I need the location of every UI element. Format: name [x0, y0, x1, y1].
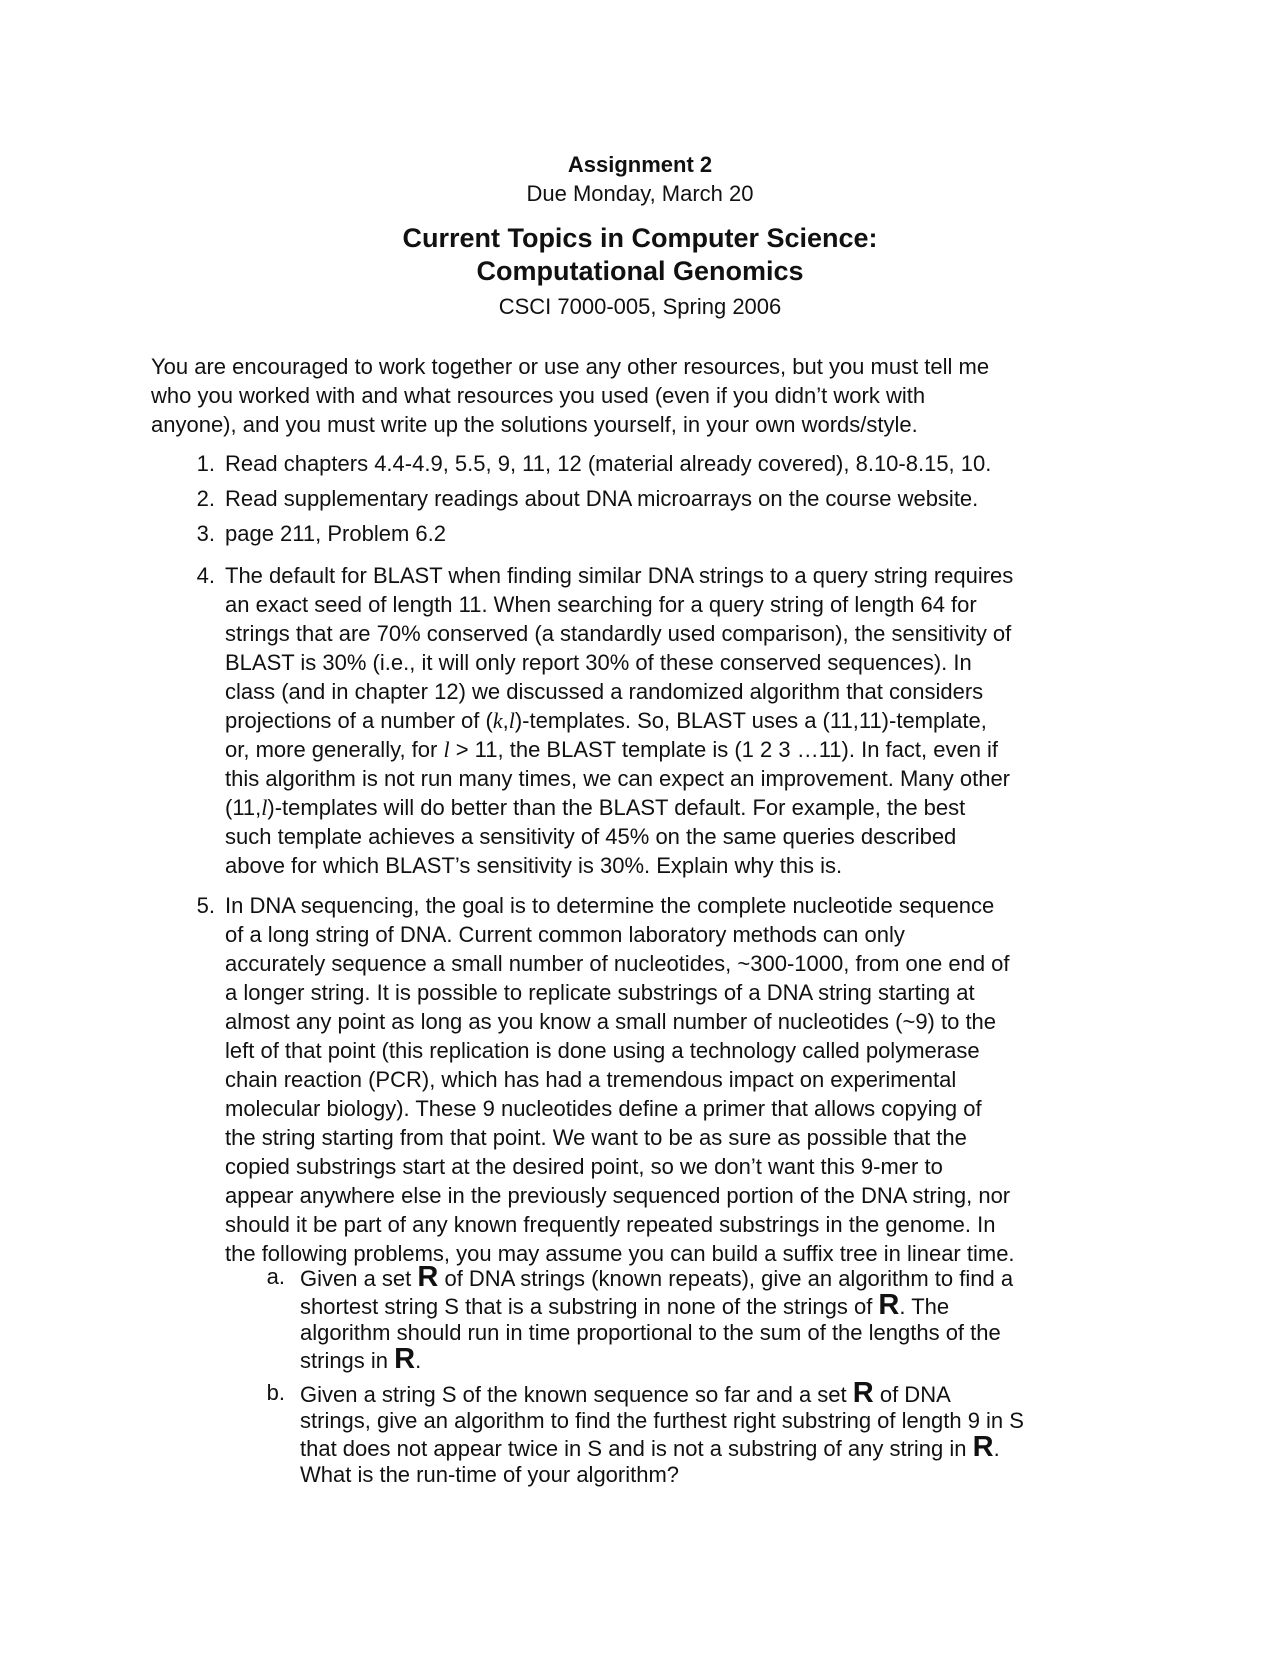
subquestion-letter: b.	[266, 1380, 285, 1405]
variable-k: k	[492, 708, 503, 733]
set-r-symbol: R	[852, 1377, 874, 1409]
question-line: above for which BLAST’s sensitivity is 30%. Explain why this is.	[225, 853, 843, 878]
text-run: . The	[899, 1294, 950, 1319]
question-5b	[225, 1377, 1135, 1488]
variable-l: l	[261, 795, 268, 820]
set-r-symbol: R	[417, 1261, 439, 1293]
question-number: 5.	[196, 893, 215, 918]
variable-l: l	[443, 737, 450, 762]
question-number: 4.	[196, 563, 215, 588]
question-line: the string starting from that point. We want to be as sure as possible that the	[225, 1125, 967, 1150]
assignment-heading: Assignment 2	[567, 152, 713, 177]
text-run: projections of a number of (	[225, 708, 493, 733]
question-number: 2.	[196, 486, 215, 511]
set-r-symbol: R	[878, 1289, 900, 1321]
course-code: CSCI 7000-005, Spring 2006	[498, 294, 782, 319]
text-run: or, more generally, for	[225, 737, 444, 762]
question-5	[151, 891, 1131, 1268]
question-line: molecular biology). These 9 nucleotides define a primer that allows copying of	[225, 1096, 982, 1121]
variable-l: l	[508, 708, 515, 733]
question-4	[151, 561, 1131, 880]
text-run: )-templates. So, BLAST uses a (11,11)-template,	[514, 708, 987, 733]
intro-line: You are encouraged to work together or use any other resources, but you must tell me	[151, 354, 990, 379]
question-line: an exact seed of length 11. When searching for a query string of length 64 for	[225, 592, 977, 617]
question-line: should it be part of any known frequently repeated substrings in the genome. In	[225, 1212, 996, 1237]
text-run: > 11, the BLAST template is (1 2 3 …11). In fact, even if	[449, 737, 999, 762]
question-line: What is the run-time of your algorithm?	[300, 1462, 680, 1487]
set-r-symbol: R	[394, 1343, 416, 1375]
question-line: almost any point as long as you know a small number of nucleotides (~9) to the	[225, 1009, 997, 1034]
question-line	[300, 1289, 1135, 1321]
question-text: page 211, Problem 6.2	[225, 521, 446, 546]
question-line	[225, 706, 1131, 735]
text-run: (11,	[225, 795, 262, 820]
question-line: BLAST is 30% (i.e., it will only report 30% of these conserved sequences). In	[225, 650, 972, 675]
course-title-line2: Computational Genomics	[476, 256, 804, 286]
question-line: chain reaction (PCR), which has had a tremendous impact on experimental	[225, 1067, 957, 1092]
text-run: Given a set	[300, 1266, 418, 1291]
question-line: accurately sequence a small number of nucleotides, ~300-1000, from one end of	[225, 951, 1010, 976]
question-line	[300, 1377, 1135, 1409]
question-line	[300, 1431, 1135, 1463]
text-run: that does not appear twice in S and is not a substring of any string in	[300, 1436, 973, 1461]
question-line: strings, give an algorithm to find the furthest right substring of length 9 in S	[300, 1408, 1024, 1433]
question-3	[151, 519, 1131, 549]
text-run: Given a string S of the known sequence so far and a set	[300, 1382, 853, 1407]
course-title-line1: Current Topics in Computer Science:	[402, 223, 878, 253]
text-run: .	[993, 1436, 1000, 1461]
question-line: class (and in chapter 12) we discussed a randomized algorithm that considers	[225, 679, 984, 704]
question-line: In DNA sequencing, the goal is to determine the complete nucleotide sequence	[225, 893, 995, 918]
question-text: Read supplementary readings about DNA microarrays on the course website.	[225, 486, 979, 511]
question-line	[300, 1343, 1135, 1375]
question-2	[151, 484, 1131, 514]
question-1	[151, 449, 1131, 479]
intro-paragraph	[151, 352, 1131, 439]
question-line	[300, 1261, 1135, 1293]
text-run: .	[415, 1348, 422, 1373]
question-line: this algorithm is not run many times, we can expect an improvement. Many other	[225, 766, 1011, 791]
due-date: Due Monday, March 20	[526, 181, 754, 206]
question-line: of a long string of DNA. Current common laboratory methods can only	[225, 922, 905, 947]
question-number: 1.	[196, 451, 215, 476]
course-title	[0, 222, 1280, 288]
text-run: )-templates will do better than the BLAST default. For example, the best	[267, 795, 966, 820]
question-line: the following problems, you may assume you can build a suffix tree in linear time.	[225, 1241, 1015, 1266]
set-r-symbol: R	[972, 1431, 994, 1463]
subquestion-letter: a.	[266, 1264, 285, 1289]
question-text: Read chapters 4.4-4.9, 5.5, 9, 11, 12 (material already covered), 8.10-8.15, 10.	[225, 451, 992, 476]
question-line	[225, 793, 1131, 822]
intro-line: anyone), and you must write up the solutions yourself, in your own words/style.	[151, 412, 918, 437]
question-line: strings that are 70% conserved (a standardly used comparison), the sensitivity of	[225, 621, 1012, 646]
text-run: ,	[502, 708, 509, 733]
question-line: copied substrings start at the desired point, so we don’t want this 9-mer to	[225, 1154, 943, 1179]
question-line	[225, 735, 1131, 764]
intro-line: who you worked with and what resources you used (even if you didn’t work with	[151, 383, 926, 408]
question-line: The default for BLAST when finding similar DNA strings to a query string requires	[225, 563, 1014, 588]
question-line: a longer string. It is possible to replicate substrings of a DNA string starting at	[225, 980, 975, 1005]
text-run: strings in	[300, 1348, 395, 1373]
text-run: shortest string S that is a substring in none of the strings of	[300, 1294, 879, 1319]
question-number: 3.	[196, 521, 215, 546]
text-run: of DNA strings (known repeats), give an algorithm to find a	[438, 1266, 1014, 1291]
question-5a	[225, 1261, 1135, 1375]
question-line: left of that point (this replication is done using a technology called polymerase	[225, 1038, 980, 1063]
question-line: appear anywhere else in the previously sequenced portion of the DNA string, nor	[225, 1183, 1011, 1208]
text-run: of DNA	[873, 1382, 951, 1407]
question-line: algorithm should run in time proportional to the sum of the lengths of the	[300, 1320, 1001, 1345]
question-line: such template achieves a sensitivity of 45% on the same queries described	[225, 824, 957, 849]
